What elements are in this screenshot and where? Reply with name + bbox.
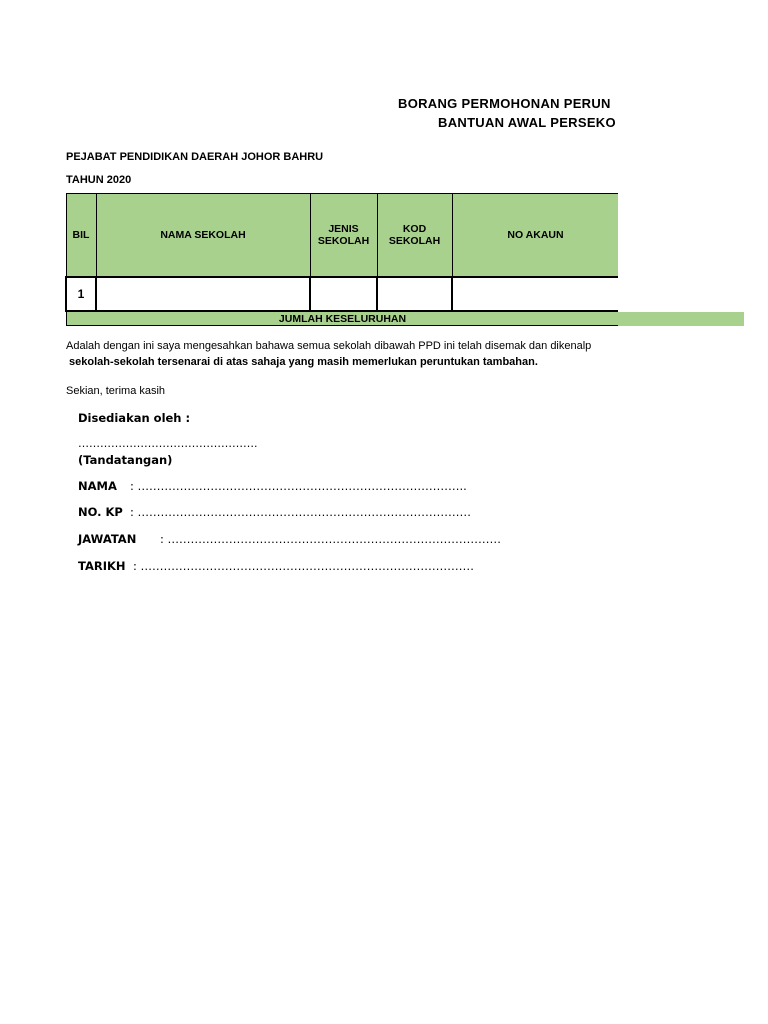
form-title-line2: BANTUAN AWAL PERSEKO	[438, 115, 616, 130]
col-jenis-sekolah: JENIS SEKOLAH	[310, 194, 377, 278]
total-row	[66, 311, 618, 326]
nama-field	[78, 479, 467, 493]
table-row	[66, 277, 618, 311]
col-nama-sekolah: NAMA SEKOLAH	[96, 194, 310, 278]
closing-text: Sekian, terima kasih	[66, 385, 166, 397]
prepared-by-label: Disediakan oleh :	[78, 411, 191, 425]
signature-line: ………………………………………….	[78, 437, 258, 450]
confirmation-text-bold: sekolah-sekolah tersenarai di atas sahaja yang masih memerlukan peruntukan tambahan.	[69, 356, 538, 368]
cell-jenis-sekolah[interactable]	[310, 277, 377, 311]
col-no-akaun: NO AKAUN	[452, 194, 618, 278]
tarikh-field	[78, 559, 474, 573]
kp-label: NO. KP	[78, 505, 123, 519]
jawatan-label: JAWATAN	[78, 532, 137, 546]
jawatan-value: : ……………………………………………………………………………	[160, 532, 502, 546]
nama-label: NAMA	[78, 479, 117, 493]
total-label: JUMLAH KESELURUHAN	[66, 311, 618, 326]
year-label: TAHUN 2020	[66, 174, 132, 186]
confirmation-text: Adalah dengan ini saya mengesahkan bahawa semua sekolah dibawah PPD ini telah disemak dan dikenalp	[66, 340, 592, 352]
signature-caption: (Tandatangan)	[78, 453, 173, 467]
cell-no-akaun[interactable]	[452, 277, 618, 311]
tarikh-label: TARIKH	[78, 559, 126, 573]
form-title-line1: BORANG PERMOHONAN PERUN	[398, 96, 611, 111]
kp-value: : ……………………………………………………………………………	[130, 505, 472, 519]
jawatan-field	[78, 532, 501, 546]
table-header-row	[66, 194, 618, 278]
cell-bil[interactable]: 1	[66, 277, 96, 311]
col-bil: BIL	[66, 194, 96, 278]
office-name: PEJABAT PENDIDIKAN DAERAH JOHOR BAHRU	[66, 151, 324, 163]
no-kp-field	[78, 505, 471, 519]
cell-nama-sekolah[interactable]	[96, 277, 310, 311]
cell-kod-sekolah[interactable]	[377, 277, 452, 311]
tarikh-value: : ……………………………………………………………………………	[133, 559, 475, 573]
total-row-overflow-fill	[618, 312, 744, 326]
school-table	[65, 193, 618, 326]
nama-value: : …………………………………………………………………………..	[130, 479, 467, 493]
col-kod-sekolah: KOD SEKOLAH	[377, 194, 452, 278]
